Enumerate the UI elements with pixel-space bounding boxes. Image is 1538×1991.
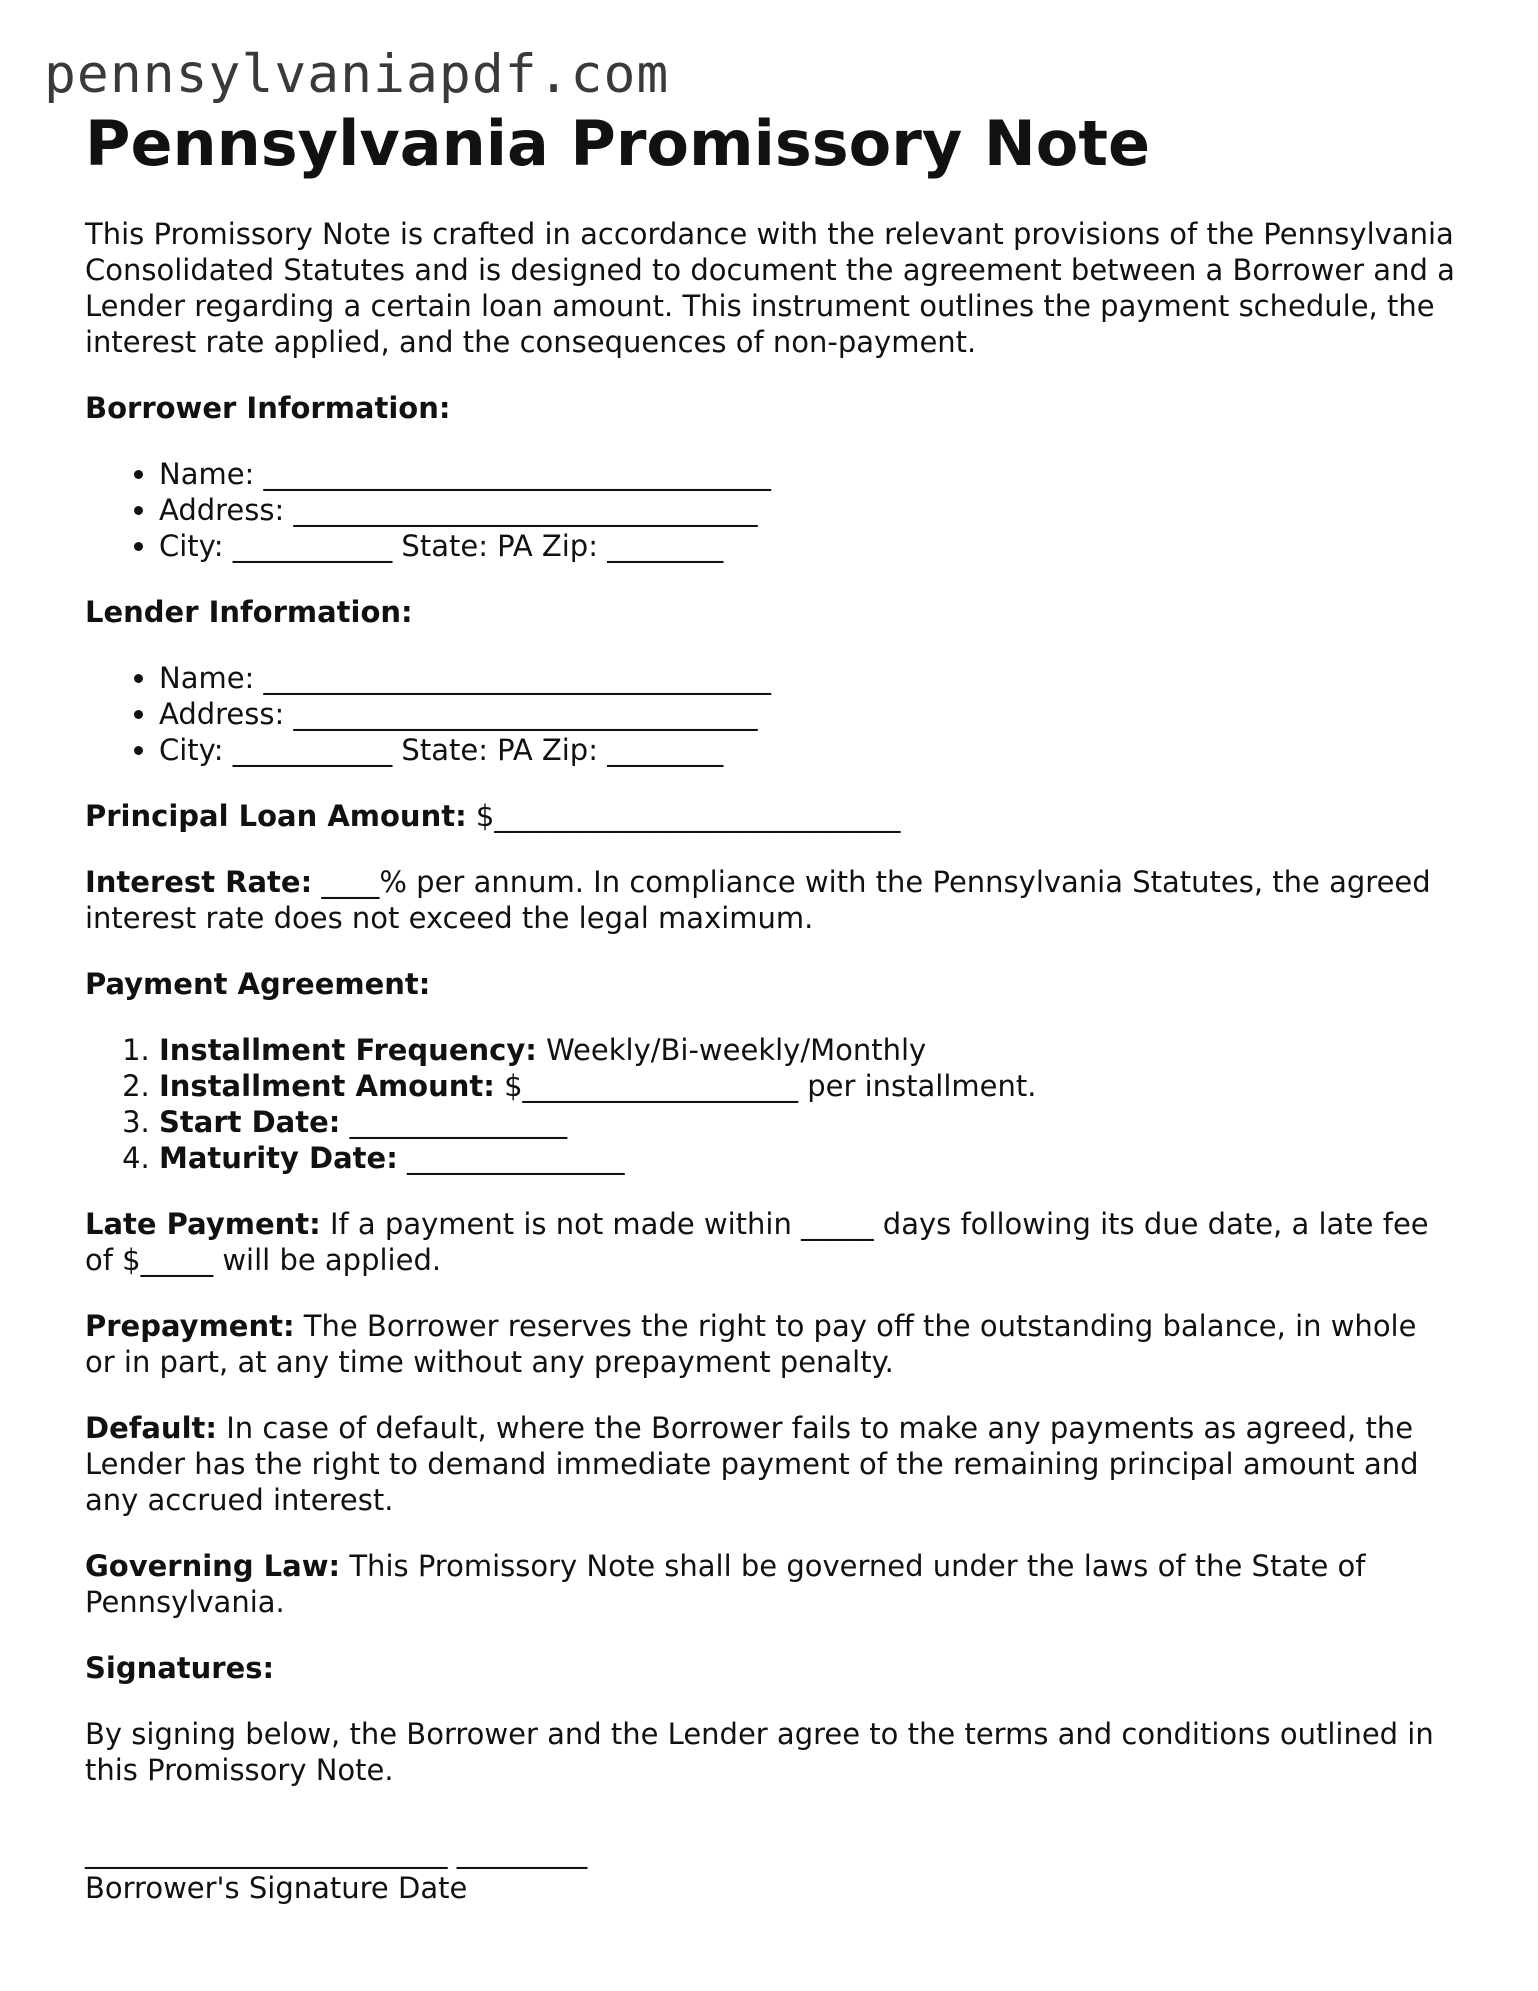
installment-frequency-label: Installment Frequency: bbox=[159, 1033, 537, 1067]
document-page bbox=[85, 106, 1455, 1906]
lender-city-state-zip-field: • City: ___________ State: PA Zip: ________ bbox=[159, 732, 1455, 768]
prepayment-label: Prepayment: bbox=[85, 1309, 295, 1343]
governing-law bbox=[85, 1548, 1455, 1620]
lender-heading: Lender Information: bbox=[85, 595, 413, 629]
borrower-address-field: • Address: ________________________________ bbox=[159, 492, 1455, 528]
governing-law-label: Governing Law: bbox=[85, 1549, 341, 1583]
principal-value: $____________________________ bbox=[475, 799, 901, 833]
interest-label: Interest Rate: bbox=[85, 865, 313, 899]
payment-list bbox=[85, 1032, 1455, 1176]
lender-name-field: • Name: ___________________________________ bbox=[159, 660, 1455, 696]
prepayment-text: The Borrower reserves the right to pay off the outstanding balance, in whole or in part, at any time without any prepayment penalty. bbox=[85, 1309, 1417, 1379]
prepayment bbox=[85, 1308, 1455, 1380]
installment-amount-label: Installment Amount: bbox=[159, 1069, 495, 1103]
intro-paragraph: This Promissory Note is crafted in accordance with the relevant provisions of the Pennsylvania Consolidated Statutes and is designed to document the agreement between a Borrower and a Lender regarding a certain loan amount. This instrument outlines the payment schedule, the interest rate applied, and the consequences of non-payment. bbox=[85, 217, 1455, 359]
default-label: Default: bbox=[85, 1411, 217, 1445]
borrower-signature-line: _________________________ _________ bbox=[85, 1835, 588, 1869]
maturity-date-label: Maturity Date: bbox=[159, 1141, 398, 1175]
borrower-list bbox=[85, 456, 1455, 564]
borrower-heading: Borrower Information: bbox=[85, 391, 451, 425]
interest-text: ____% per annum. In compliance with the Pennsylvania Statutes, the agreed interest rate does not exceed the legal maximum. bbox=[85, 865, 1431, 935]
maturity-date-value: _______________ bbox=[407, 1141, 625, 1175]
lender-list bbox=[85, 660, 1455, 768]
installment-amount bbox=[159, 1068, 1455, 1104]
signatures-heading: Signatures: bbox=[85, 1651, 275, 1685]
governing-law-text: This Promissory Note shall be governed under the laws of the State of Pennsylvania. bbox=[85, 1549, 1366, 1619]
borrower-name-field: • Name: ___________________________________ bbox=[159, 456, 1455, 492]
start-date-value: _______________ bbox=[349, 1105, 568, 1139]
installment-amount-value: $___________________ per installment. bbox=[504, 1069, 1037, 1103]
principal-label: Principal Loan Amount: bbox=[85, 799, 467, 833]
late-payment-text: If a payment is not made within _____ days following its due date, a late fee of $_____ will be applied. bbox=[85, 1207, 1429, 1277]
maturity-date bbox=[159, 1140, 1455, 1176]
default-clause bbox=[85, 1410, 1455, 1518]
page-title: Pennsylvania Promissory Note bbox=[85, 107, 1151, 180]
late-payment-label: Late Payment: bbox=[85, 1207, 321, 1241]
borrower-city-state-zip-field: • City: ___________ State: PA Zip: ________ bbox=[159, 528, 1455, 564]
signatures-text: By signing below, the Borrower and the Lender agree to the terms and conditions outlined in this Promissory Note. bbox=[85, 1717, 1434, 1787]
borrower-signature-caption: Borrower's Signature Date bbox=[85, 1871, 468, 1905]
late-payment bbox=[85, 1206, 1455, 1278]
watermark: pennsylvaniapdf.com bbox=[44, 44, 670, 105]
installment-frequency-value: Weekly/Bi-weekly/Monthly bbox=[546, 1033, 927, 1067]
default-text: In case of default, where the Borrower fails to make any payments as agreed, the Lender has the right to demand immediate payment of the remaining principal amount and any accrued interest. bbox=[85, 1411, 1419, 1517]
start-date bbox=[159, 1104, 1455, 1140]
start-date-label: Start Date: bbox=[159, 1105, 341, 1139]
payment-heading: Payment Agreement: bbox=[85, 967, 431, 1001]
lender-address-field: • Address: ________________________________ bbox=[159, 696, 1455, 732]
principal-amount bbox=[85, 798, 1455, 834]
installment-frequency bbox=[159, 1032, 1455, 1068]
interest-rate bbox=[85, 864, 1455, 936]
